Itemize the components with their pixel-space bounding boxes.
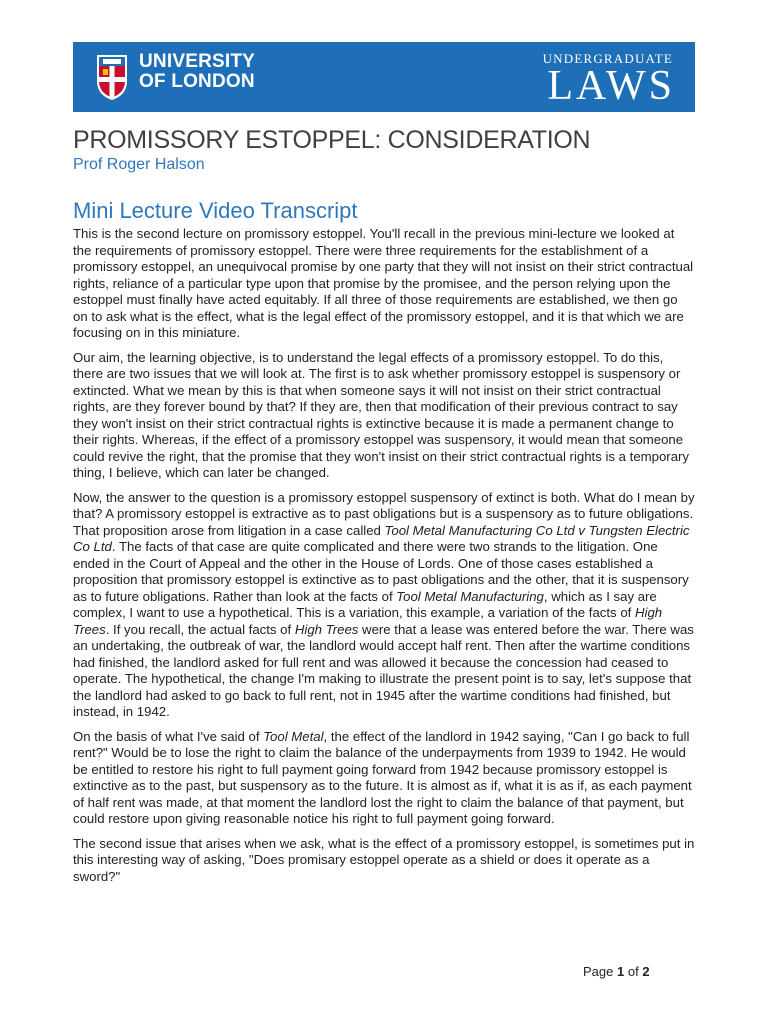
paragraph-text: . If you recall, the actual facts of xyxy=(105,621,295,637)
laws-label: LAWS xyxy=(547,63,675,109)
page-of: of xyxy=(627,964,639,979)
paragraph-text: The second issue that arises when we ask, what is the effect of a promissory estoppel, is sometimes put in this interesting way of asking, "Does promisary estoppel operate as a shield or does it operate as a sword?" xyxy=(73,835,695,884)
undergraduate-label: UNDERGRADUATE xyxy=(542,51,673,66)
page-label: Page xyxy=(583,964,614,979)
case-name: High Trees xyxy=(73,605,663,637)
paragraph-text: Now, the answer to the question is a promissory estoppel suspensory of extinct is both. What do I mean by that? A promissory estoppel is extractive as to past obligations but is a suspensory as to future obligations. That proposition arose from litigation in a case called xyxy=(73,489,695,538)
paragraph-text: . The facts of that case are quite complicated and there were two strands to the litigation. One ended in the Court of Appeal and the other in the House of Lords. One of those cases established a proposition that promissory estoppel is extinctive as to past obligations and the other, that it is suspensory as to future obligations. Rather than look at the facts of xyxy=(73,539,689,604)
paragraph-text: , which as I say are complex, I want to use a hypothetical. This is a variation, this example, a variation of the facts of xyxy=(73,588,657,620)
transcript-paragraph xyxy=(73,226,695,342)
transcript-paragraph xyxy=(73,350,695,482)
page-current: 1 xyxy=(617,964,625,979)
transcript-paragraph xyxy=(73,729,695,828)
case-name: High Trees xyxy=(294,621,359,637)
paragraph-text: On the basis of what I've said of xyxy=(73,728,264,744)
university-name-line1: UNIVERSITY xyxy=(139,51,256,72)
paragraph-text: This is the second lecture on promissory estoppel. You'll recall in the previous mini-lecture we looked at the requirements of promissory estoppel. There were three requirements for the establishment of a promissory estoppel, an unequivocal promise by one party that they will not insist on their strict contractual rights, reliance of a particular type upon that promise by the promisee, and the person relying upon the estoppel must finally have acted equitably. If all three of those requirements are established, we then go on to ask what is the effect, what is the legal effect of the promissory estoppel, and it is that which we are focusing on in this miniature. xyxy=(73,226,694,340)
university-name xyxy=(139,52,255,92)
page-number xyxy=(583,964,650,979)
header-banner xyxy=(73,42,695,112)
paragraph-text: were that a lease was entered before the war. There was an undertaking, the outbreak of war, the landlord would accept half rent. Then after the wartime conditions had finished, the landlord asked for full rent and was allowed it because the concession had ceased to operate. The hypothetical, the change I'm making to illustrate the present point is to say, let's suppose that the landlord had asked to go back to full rent, not in 1945 after the wartime conditions had finished, but instead, in 1942. xyxy=(73,621,694,719)
university-name-line2: OF LONDON xyxy=(139,71,255,92)
page-total: 2 xyxy=(642,964,650,979)
section-heading: Mini Lecture Video Transcript xyxy=(73,198,358,223)
paragraph-text: Our aim, the learning objective, is to understand the legal effects of a promissory estoppel. To do this, there are two issues that we will look at. The first is to ask whether promissory estoppel is suspensory or extincted. What we mean by this is that when someone says it will not insist on their strict contractual rights, are they forever bound by that? If they are, then that modification of their previous contract to say they won't insist on their strict contractual rights is extinctive because it is made a permanent change to their rights. Whereas, if the effect of a promissory estoppel was suspensory, it would mean that someone could revive the right, that the promise that they won't insist on their strict contractual rights is a temporary thing, I believe, which can later be changed. xyxy=(73,349,690,480)
transcript-paragraph xyxy=(73,490,695,721)
transcript-body xyxy=(73,226,695,893)
case-name: Tool Metal Manufacturing Co Ltd v Tungsten Electric Co Ltd xyxy=(73,522,690,554)
author-name: Prof Roger Halson xyxy=(73,156,205,173)
document-title: PROMISSORY ESTOPPEL: CONSIDERATION xyxy=(73,126,591,154)
paragraph-text: , the effect of the landlord in 1942 saying, "Can I go back to full rent?" Would be to lose the right to claim the balance of the underpayments from 1939 to 1942. He would be entitled to restore his right to full payment going forward from 1942 because promissory estoppel is extinctive as to the past, but suspensory as to the future. It is almost as if, what it is as if, as each payment of half rent was made, at that moment the landlord lost the right to claim the balance of that payment, but could restore upon giving reasonable notice his right to full payment going forward. xyxy=(73,728,692,826)
case-name: Tool Metal Manufacturing xyxy=(396,588,544,604)
transcript-paragraph xyxy=(73,836,695,886)
case-name: Tool Metal xyxy=(263,728,324,744)
university-crest-icon xyxy=(95,53,129,101)
